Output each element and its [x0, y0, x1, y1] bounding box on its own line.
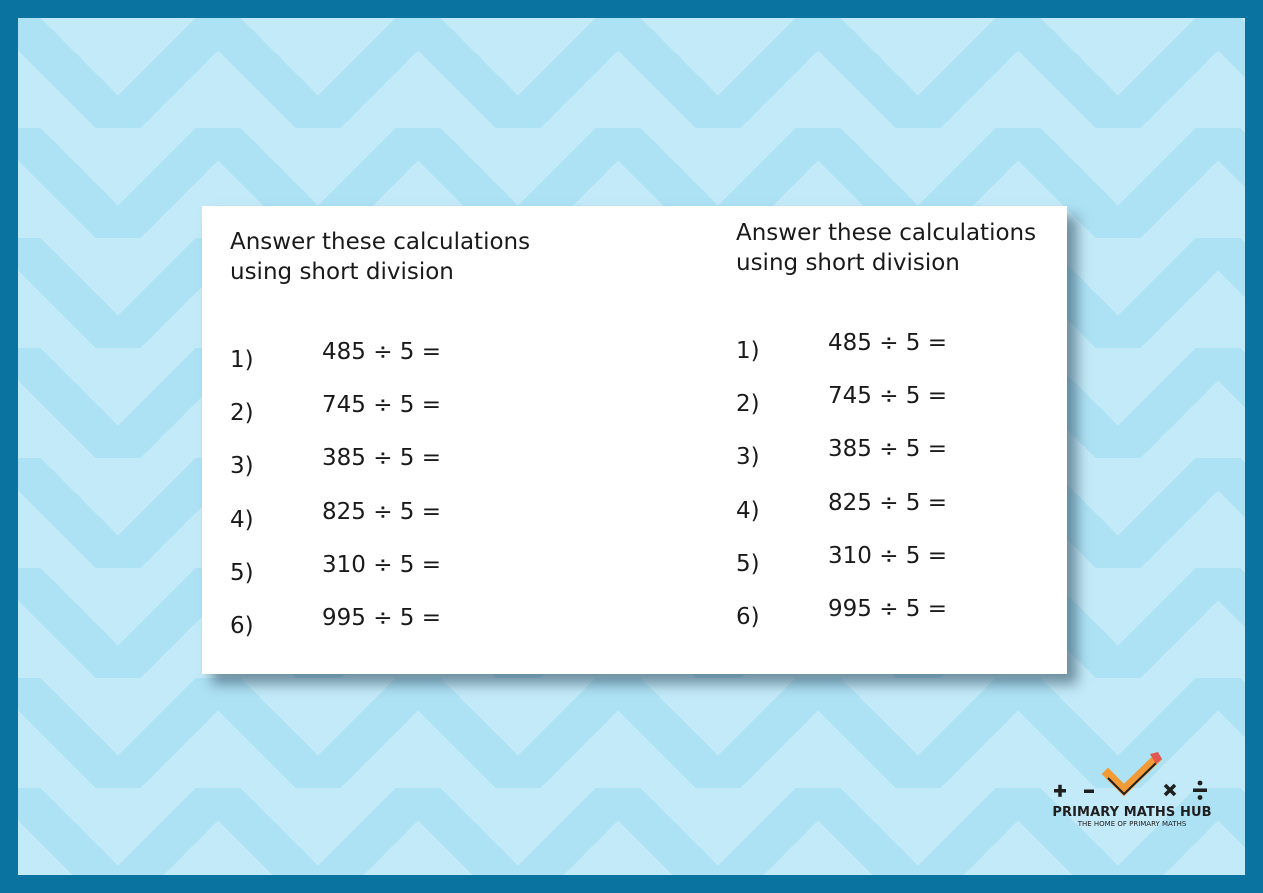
question-number: 6) — [230, 612, 254, 639]
question-item — [230, 605, 560, 658]
worksheet-column-right — [736, 219, 1066, 649]
maths-symbols-icon — [1046, 752, 1226, 804]
question-number: 2) — [736, 391, 760, 418]
question-number: 5) — [736, 550, 760, 577]
instruction-text: Answer these calculations using short division — [230, 229, 531, 285]
question-expression: 310 ÷ 5 = — [322, 551, 442, 578]
question-expression: 745 ÷ 5 = — [322, 392, 442, 419]
primary-maths-hub-logo — [1046, 752, 1226, 832]
question-number: 4) — [230, 506, 254, 533]
question-item — [736, 383, 1066, 436]
worksheet-card — [202, 206, 1067, 674]
question-item — [736, 436, 1066, 489]
question-expression: 745 ÷ 5 = — [828, 383, 948, 410]
question-item — [736, 490, 1066, 543]
question-expression: 825 ÷ 5 = — [322, 498, 442, 525]
question-expression: 995 ÷ 5 = — [322, 604, 442, 631]
logo-name: PRIMARY MATHS HUB — [1052, 805, 1212, 820]
question-expression: 310 ÷ 5 = — [828, 542, 948, 569]
question-item — [736, 543, 1066, 596]
question-expression: 825 ÷ 5 = — [828, 489, 948, 516]
question-number: 4) — [736, 497, 760, 524]
question-number: 6) — [736, 603, 760, 630]
question-expression: 485 ÷ 5 = — [828, 330, 948, 356]
question-expression: 995 ÷ 5 = — [828, 595, 948, 622]
question-number: 5) — [230, 559, 254, 586]
minus-icon — [1084, 790, 1094, 794]
plus-icon — [1054, 785, 1066, 797]
question-expression: 385 ÷ 5 = — [322, 445, 442, 472]
question-expression: 385 ÷ 5 = — [828, 436, 948, 463]
question-number: 3) — [230, 453, 254, 480]
tick-pencil-icon — [1108, 752, 1162, 794]
question-item — [736, 330, 1066, 383]
question-item — [736, 596, 1066, 649]
chevron-background — [18, 18, 1245, 875]
question-item — [230, 339, 560, 392]
question-number: 1) — [230, 347, 254, 373]
question-number: 2) — [230, 400, 254, 427]
instruction-text: Answer these calculations using short division — [736, 220, 1037, 276]
logo-tagline: THE HOME OF PRIMARY MATHS — [1077, 820, 1187, 828]
divide-icon — [1193, 781, 1207, 800]
question-number: 1) — [736, 338, 760, 364]
worksheet-column-left — [230, 228, 560, 658]
multiply-icon — [1165, 785, 1175, 795]
question-item — [230, 445, 560, 498]
question-expression: 485 ÷ 5 = — [322, 339, 442, 365]
question-item — [230, 392, 560, 445]
question-number: 3) — [736, 444, 760, 471]
question-list — [230, 339, 560, 658]
question-list — [736, 330, 1066, 649]
question-item — [230, 552, 560, 605]
question-item — [230, 499, 560, 552]
